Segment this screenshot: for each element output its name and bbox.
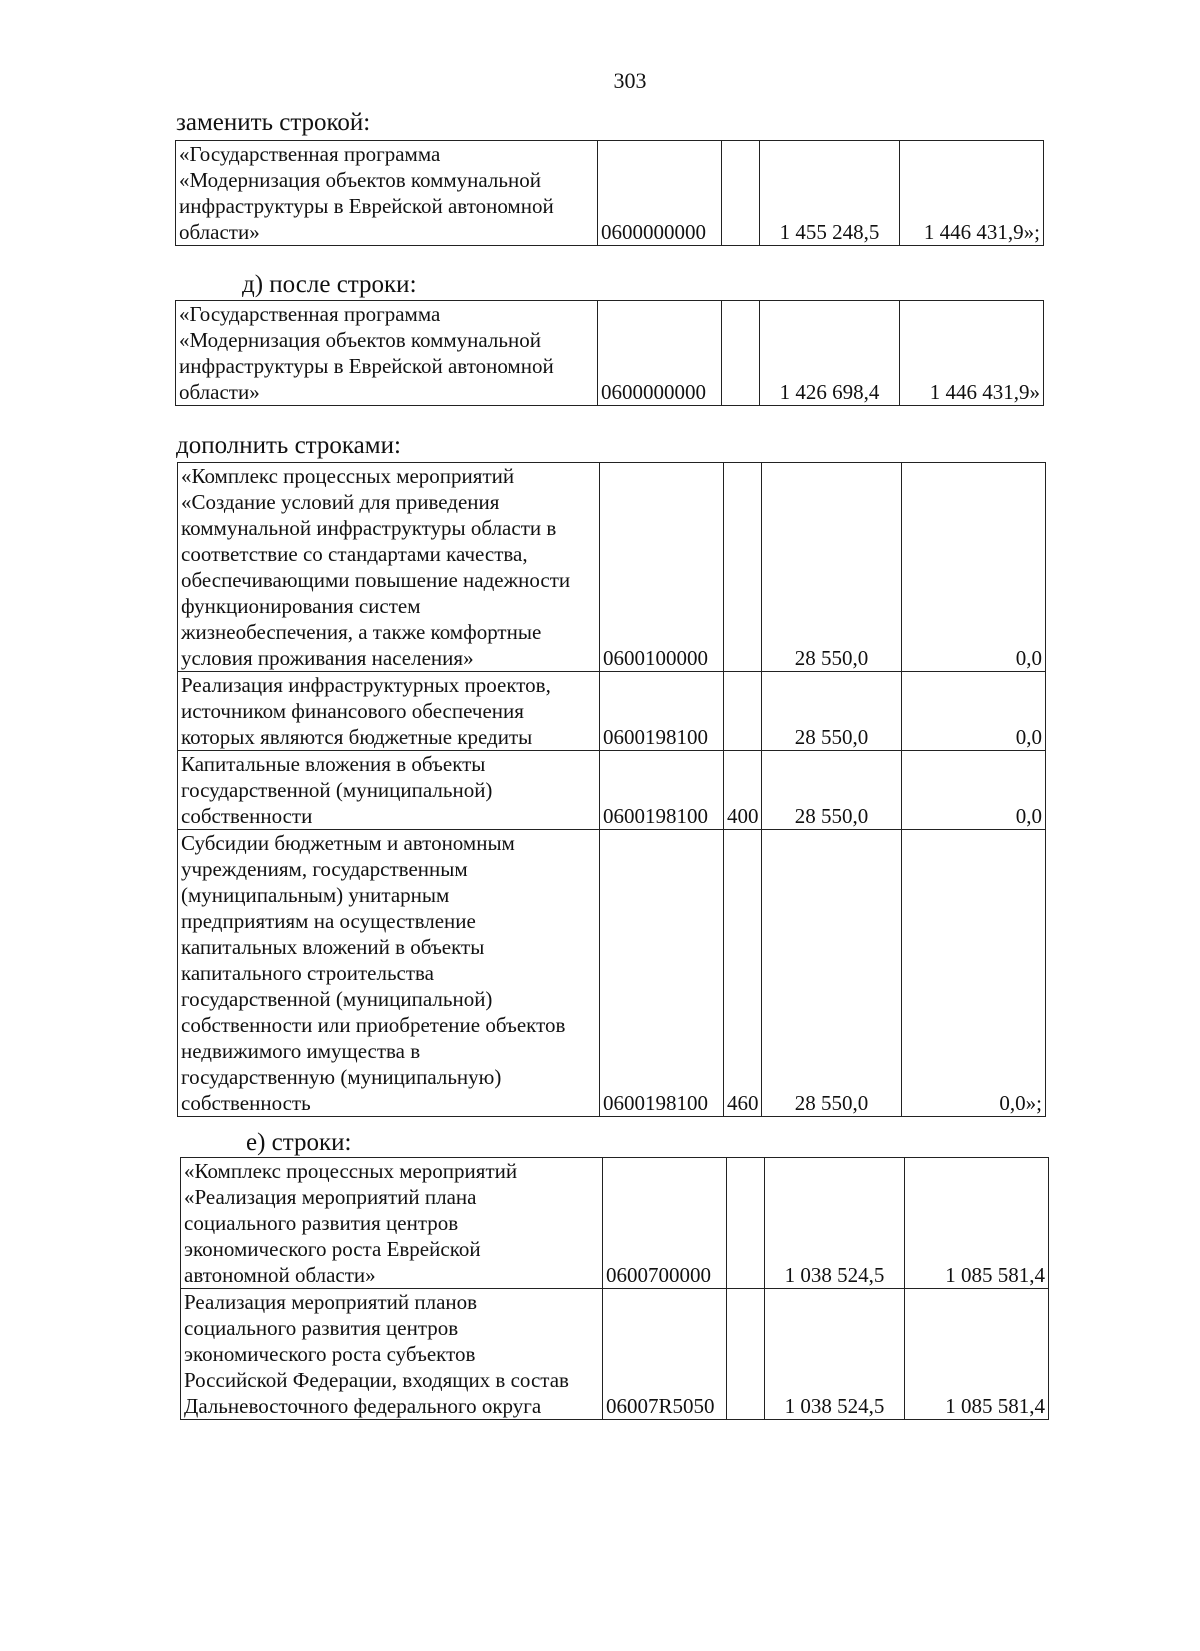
- table-row: [181, 1289, 1049, 1420]
- row-expense-type: [724, 672, 762, 751]
- row-code: 0600000000: [598, 301, 722, 406]
- table-row: [176, 301, 1044, 406]
- row-name: «Комплекс процессных мероприятий «Создание условий для приведения коммунальной инфраструктуры области в соответствие со стандартами качества, обеспечивающими повышение надежности функционирования систем жизнеобеспечения, а также комфортные условия проживания населения»: [178, 463, 600, 672]
- budget-table: [175, 140, 1044, 246]
- section-heading: дополнить строками:: [176, 432, 401, 459]
- row-sum-1: 28 550,0: [762, 751, 902, 830]
- row-sum-1: 28 550,0: [762, 672, 902, 751]
- row-expense-type: [722, 141, 760, 246]
- row-sum-2: 0,0: [902, 751, 1046, 830]
- row-name: Субсидии бюджетным и автономным учреждениям, государственным (муниципальным) унитарным предприятиям на осуществление капитальных вложений в объекты капитального строительства государственной (муниципальной) собственности или приобретение объектов недвижимого имущества в государственную (муниципальную) собственность: [178, 830, 600, 1117]
- table-row: [178, 830, 1046, 1117]
- table-row: [178, 672, 1046, 751]
- row-sum-1: 1 455 248,5: [760, 141, 900, 246]
- row-sum-1: 28 550,0: [762, 830, 902, 1117]
- row-code: 0600198100: [600, 751, 724, 830]
- row-sum-1: 1 426 698,4: [760, 301, 900, 406]
- row-name: Реализация мероприятий планов социального развития центров экономического роста субъектов Российской Федерации, входящих в состав Дальневосточного федерального округа: [181, 1289, 603, 1420]
- row-name: Реализация инфраструктурных проектов, источником финансового обеспечения которых являются бюджетные кредиты: [178, 672, 600, 751]
- row-sum-2: 1 446 431,9»: [900, 301, 1044, 406]
- budget-table: [175, 300, 1044, 406]
- row-code: 0600100000: [600, 463, 724, 672]
- row-expense-type: [727, 1158, 765, 1289]
- table-row: [181, 1158, 1049, 1289]
- row-code: 06007R5050: [603, 1289, 727, 1420]
- page-number: 303: [613, 68, 647, 93]
- row-name: Капитальные вложения в объекты государственной (муниципальной) собственности: [178, 751, 600, 830]
- row-sum-1: 1 038 524,5: [765, 1158, 905, 1289]
- row-sum-2: 1 085 581,4: [905, 1158, 1049, 1289]
- row-expense-type: 460: [724, 830, 762, 1117]
- row-sum-2: 0,0: [902, 672, 1046, 751]
- row-code: 0600198100: [600, 672, 724, 751]
- row-name: «Комплекс процессных мероприятий «Реализация мероприятий плана социального развития центров экономического роста Еврейской автономной области»: [181, 1158, 603, 1289]
- section-heading: е) строки:: [246, 1129, 352, 1156]
- row-sum-2: 1 446 431,9»;: [900, 141, 1044, 246]
- row-sum-2: 0,0: [902, 463, 1046, 672]
- row-sum-1: 28 550,0: [762, 463, 902, 672]
- section-heading: заменить строкой:: [176, 109, 371, 136]
- row-sum-1: 1 038 524,5: [765, 1289, 905, 1420]
- budget-table: [177, 462, 1046, 1117]
- row-name: «Государственная программа «Модернизация объектов коммунальной инфраструктуры в Еврейской автономной области»: [176, 301, 598, 406]
- table-row: [176, 141, 1044, 246]
- row-expense-type: 400: [724, 751, 762, 830]
- row-expense-type: [727, 1289, 765, 1420]
- table-row: [178, 463, 1046, 672]
- row-sum-2: 1 085 581,4: [905, 1289, 1049, 1420]
- row-expense-type: [722, 301, 760, 406]
- row-code: 0600000000: [598, 141, 722, 246]
- section-heading: д) после строки:: [242, 271, 417, 298]
- row-expense-type: [724, 463, 762, 672]
- row-code: 0600198100: [600, 830, 724, 1117]
- row-code: 0600700000: [603, 1158, 727, 1289]
- row-name: «Государственная программа «Модернизация объектов коммунальной инфраструктуры в Еврейской автономной области»: [176, 141, 598, 246]
- row-sum-2: 0,0»;: [902, 830, 1046, 1117]
- budget-table: [180, 1157, 1049, 1420]
- table-row: [178, 751, 1046, 830]
